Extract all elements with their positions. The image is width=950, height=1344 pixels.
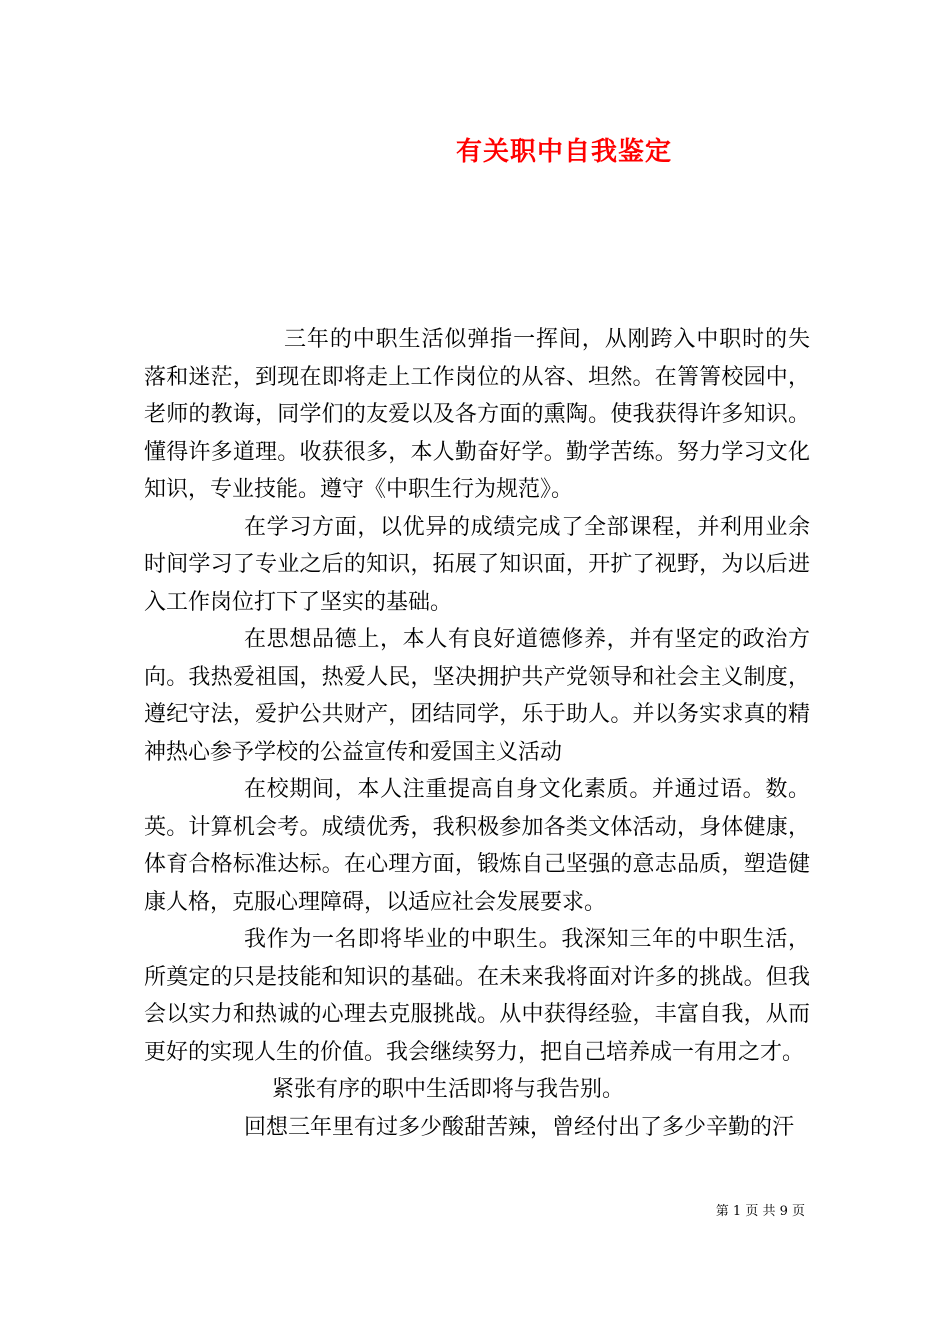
paragraph-4: 在校期间，本人注重提高自身文化素质。并通过语。数。英。计算机会考。成绩优秀，我积极参加各类文体活动，身体健康，体育合格标准达标。在心理方面，锻炼自己坚强的意志品质，塑造健康人格，克服心理障碍，以适应社会发展要求。 — [144, 777, 810, 915]
document-title: 有关职中自我鉴定 — [455, 137, 672, 167]
paragraph-5: 我作为一名即将毕业的中职生。我深知三年的中职生活，所奠定的只是技能和知识的基础。在未来我将面对许多的挑战。但我会以实力和热诚的心理去克服挑战。从中获得经验，丰富自我，从而更好的实现人生的价值。我会继续努力，把自己培养成一有用之才。 — [144, 927, 810, 1065]
document-body — [144, 321, 810, 1146]
paragraph-1: 三年的中职生活似弹指一挥间，从刚跨入中职时的失落和迷茫，到现在即将走上工作岗位的从容、坦然。在箐箐校园中，老师的教诲，同学们的友爱以及各方面的熏陶。使我获得许多知识。懂得许多道理。收获很多，本人勤奋好学。勤学苦练。努力学习文化知识，专业技能。遵守《中职生行为规范》。 — [144, 327, 810, 502]
paragraph-3: 在思想品德上，本人有良好道德修养，并有坚定的政治方向。我热爱祖国，热爱人民，坚决拥护共产党领导和社会主义制度，遵纪守法，爱护公共财产，团结同学，乐于助人。并以务实求真的精神热心参予学校的公益宣传和爱国主义活动 — [144, 627, 810, 765]
paragraph-6: 紧张有序的职中生活即将与我告别。 — [272, 1077, 625, 1102]
paragraph-7: 回想三年里有过多少酸甜苦辣，曾经付出了多少辛勤的汗 — [244, 1114, 795, 1140]
page-number-footer: 第 1 页 共 9 页 — [715, 1204, 805, 1219]
paragraph-2: 在学习方面，以优异的成绩完成了全部课程，并利用业余时间学习了专业之后的知识，拓展了知识面，开扩了视野，为以后进入工作岗位打下了坚实的基础。 — [144, 514, 810, 615]
